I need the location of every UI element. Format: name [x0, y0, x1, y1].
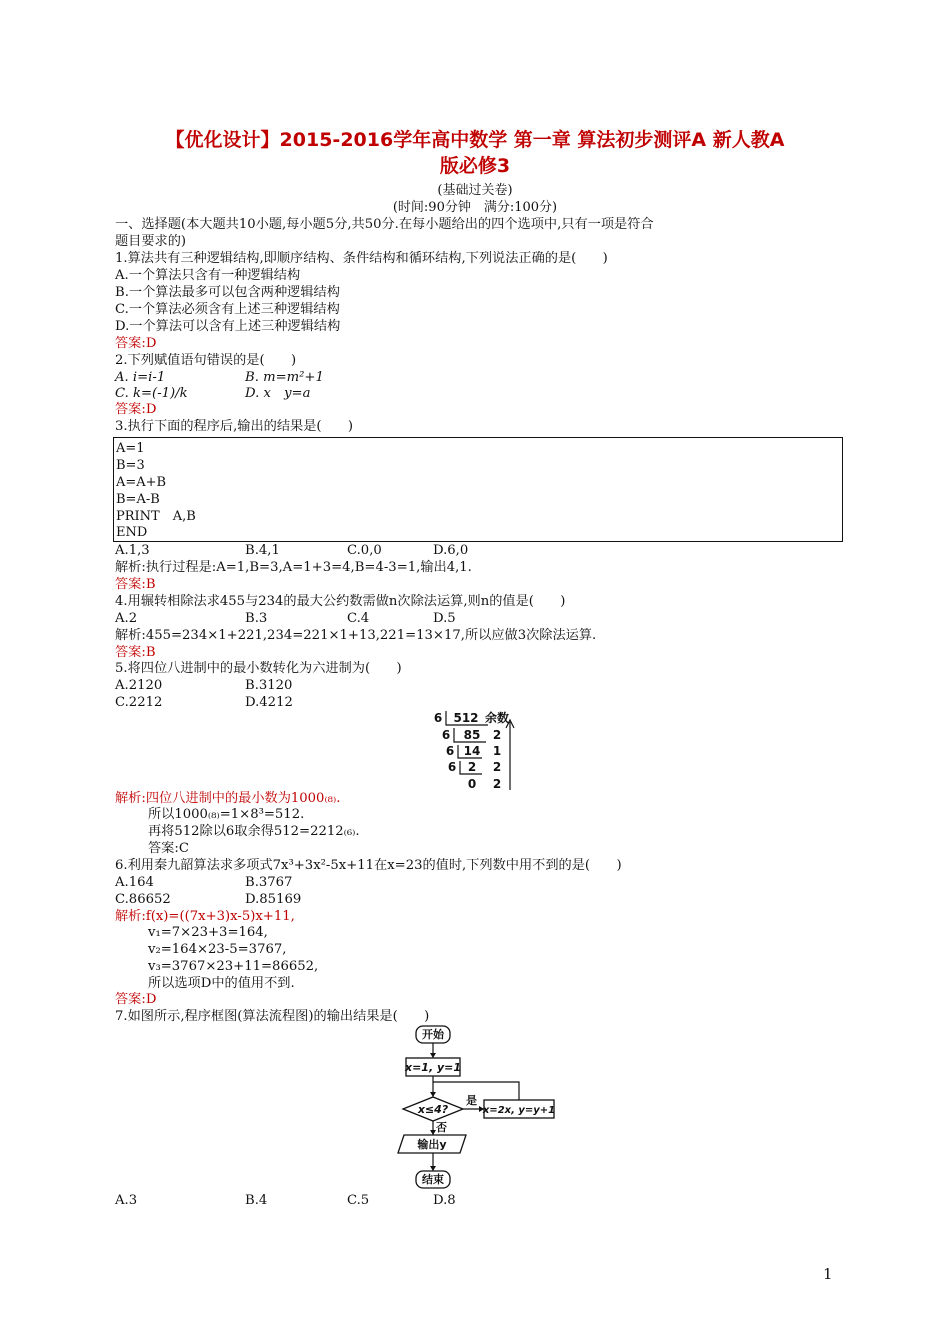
q2-option-c: C. k=(-1)/k — [115, 386, 188, 401]
q1-stem: 1.算法共有三种逻辑结构,即顺序结构、条件结构和循环结构,下列说法正确的是( ) — [115, 251, 608, 266]
div-remainder: 2 — [492, 760, 502, 774]
flow-update-label: x=2x, y=y+1 — [482, 1105, 556, 1116]
flow-yes-label: 是 — [466, 1094, 477, 1107]
q4-option-d: D.5 — [433, 611, 456, 626]
q6-option-c: C.86652 — [115, 892, 171, 907]
q2-stem: 2.下列赋值语句错误的是( ) — [115, 353, 297, 368]
page-number: 1 — [823, 1265, 833, 1283]
q5-answer: 答案:C — [148, 841, 189, 856]
div-remainder: 2 — [492, 728, 502, 742]
flow-output-label: 输出y — [417, 1138, 447, 1151]
q6-analysis-4: v₃=3767×23+11=86652, — [148, 959, 319, 974]
code-line: B=3 — [116, 458, 145, 473]
q4-stem: 4.用辗转相除法求455与234的最大公约数需做n次除法运算,则n的值是( ) — [115, 594, 566, 609]
q3-answer: 答案:B — [115, 577, 156, 592]
flowchart — [390, 1022, 560, 1194]
title-line-2: 版必修3 — [439, 155, 511, 177]
q4-analysis: 解析:455=234×1+221,234=221×1+13,221=13×17,所以应做3次除法运算. — [115, 628, 597, 643]
q7-stem: 7.如图所示,程序框图(算法流程图)的输出结果是( ) — [115, 1009, 430, 1024]
div-divisor: 6 — [445, 744, 455, 758]
q3-analysis-text: 解析:执行过程是:A=1,B=3,A=1+3=4,B=4-3=1,输出4,1. — [115, 560, 472, 575]
q3-option-c: C.0,0 — [347, 543, 382, 558]
code-line: B=A-B — [116, 492, 160, 507]
q1-option-a: A.一个算法只含有一种逻辑结构 — [115, 268, 301, 283]
q3-program-box — [113, 437, 843, 542]
q1-option-b: B.一个算法最多可以包含两种逻辑结构 — [115, 285, 340, 300]
q5-analysis-1 — [115, 790, 340, 807]
q2-option-d: D. x y=a — [245, 386, 311, 401]
q3-option-d: D.6,0 — [433, 543, 469, 558]
div-divisor: 6 — [433, 711, 443, 725]
q6-option-a: A.164 — [115, 875, 154, 890]
q6-option-b: B.3767 — [245, 875, 293, 890]
div-quotient: 512 — [453, 711, 479, 725]
title-line-1: 【优化设计】2015-2016学年高中数学 第一章 算法初步测评A 新人教A — [165, 129, 785, 151]
q2-option-b: B. m=m²+1 — [245, 370, 324, 385]
q6-analysis-2: v₁=7×23+3=164, — [148, 925, 268, 940]
q6-analysis-1: 解析:f(x)=((7x+3)x-5)x+11, — [115, 909, 295, 924]
flow-no-label: 否 — [436, 1121, 447, 1134]
flow-condition-label: x≤4? — [417, 1103, 449, 1116]
q6-option-d: D.85169 — [245, 892, 302, 907]
q6-analysis-5: 所以选项D中的值用不到. — [148, 976, 295, 991]
q4-answer: 答案:B — [115, 645, 156, 660]
div-quotient: 14 — [463, 744, 481, 758]
div-remainder: 1 — [492, 744, 502, 758]
time-info: (时间:90分钟 满分:100分) — [392, 200, 558, 215]
q2-option-a: A. i=i-1 — [115, 370, 166, 385]
code-line: A=1 — [116, 441, 145, 456]
flow-start-label: 开始 — [422, 1028, 444, 1041]
div-remainder: 2 — [492, 777, 502, 791]
q4-option-a: A.2 — [115, 611, 138, 626]
q7-option-a: A.3 — [115, 1193, 138, 1208]
div-quotient: 0 — [467, 777, 477, 791]
div-quotient: 2 — [467, 760, 477, 774]
q3-option-b: B.4,1 — [245, 543, 280, 558]
code-line: PRINT A,B — [116, 509, 196, 524]
code-line: END — [116, 525, 148, 540]
q7-option-c: C.5 — [347, 1193, 370, 1208]
q3-option-a: A.1,3 — [115, 543, 150, 558]
q7-option-b: B.4 — [245, 1193, 268, 1208]
q6-analysis-3: v₂=164×23-5=3767, — [148, 942, 287, 957]
q5-option-b: B.3120 — [245, 678, 293, 693]
div-remainder-label: 余数 — [484, 711, 510, 725]
section-heading-line-1: 一、选择题(本大题共10小题,每小题5分,共50分.在每小题给出的四个选项中,只有一项是符合 — [115, 217, 654, 232]
q1-answer: 答案:D — [115, 336, 157, 351]
q6-stem: 6.利用秦九韶算法求多项式7x³+3x²-5x+11在x=23的值时,下列数中用不到的是( ) — [115, 858, 622, 873]
subtitle: (基础过关卷) — [437, 183, 513, 198]
q1-option-d: D.一个算法可以含有上述三种逻辑结构 — [115, 319, 341, 334]
div-quotient: 85 — [463, 728, 481, 742]
q3-analysis — [115, 559, 472, 576]
q5-stem: 5.将四位八进制中的最小数转化为六进制为( ) — [115, 661, 402, 676]
div-divisor: 6 — [441, 728, 451, 742]
q7-option-d: D.8 — [433, 1193, 456, 1208]
q5-analysis-3: 再将512除以6取余得512=2212₍₆₎. — [148, 824, 360, 839]
section-heading-line-2: 题目要求的) — [115, 234, 187, 249]
q5-option-c: C.2212 — [115, 695, 163, 710]
q4-option-c: C.4 — [347, 611, 370, 626]
q5-option-a: A.2120 — [115, 678, 163, 693]
q4-option-b: B.3 — [245, 611, 268, 626]
q3-stem: 3.执行下面的程序后,输出的结果是( ) — [115, 419, 354, 434]
q5-analysis-2: 所以1000₍₈₎=1×8³=512. — [148, 807, 305, 822]
q5-analysis-1-text: 解析:四位八进制中的最小数为1000₍₈₎. — [115, 791, 341, 806]
q1-option-c: C.一个算法必须含有上述三种逻辑结构 — [115, 302, 340, 317]
document-title — [110, 127, 840, 179]
q2-answer: 答案:D — [115, 402, 157, 417]
q5-option-d: D.4212 — [245, 695, 293, 710]
code-line: A=A+B — [116, 475, 167, 490]
flow-end-label: 结束 — [422, 1173, 444, 1186]
short-division-figure — [430, 708, 520, 792]
q6-answer: 答案:D — [115, 992, 157, 1007]
div-divisor: 6 — [447, 760, 457, 774]
flow-init-label: x=1, y=1 — [404, 1061, 462, 1074]
